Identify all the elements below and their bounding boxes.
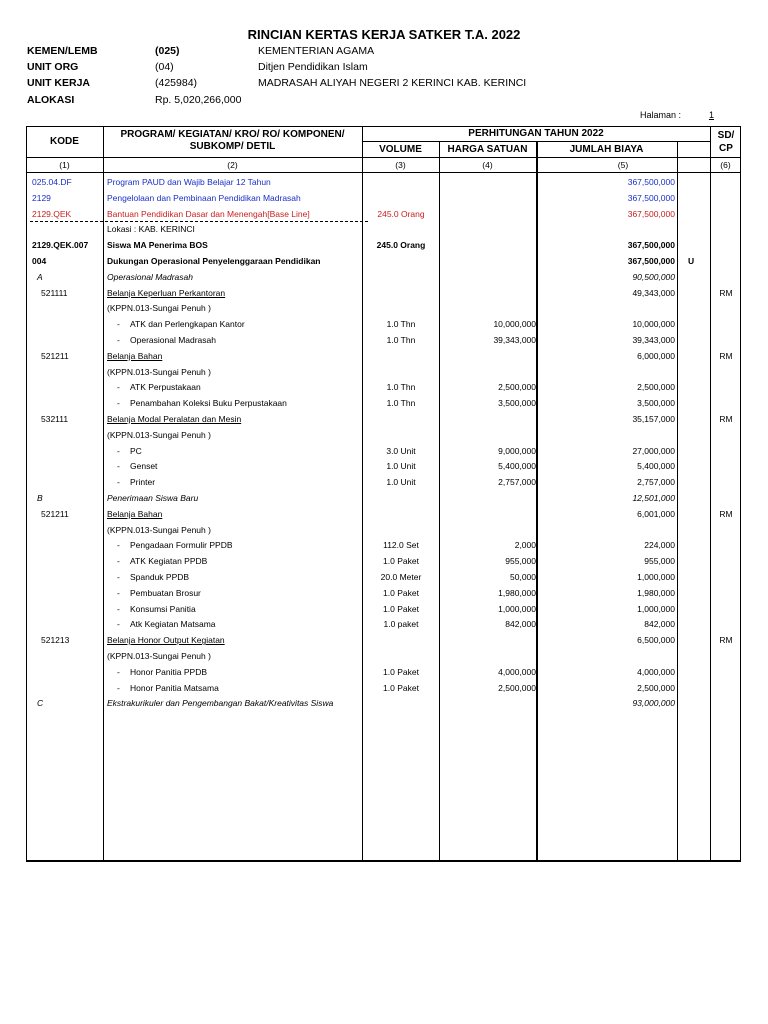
bullet-dash: - — [117, 335, 120, 345]
col-header-harga: HARGA SATUAN — [447, 144, 528, 155]
col-number: (3) — [395, 160, 406, 170]
col-header-kode: KODE — [50, 136, 79, 147]
row-sdcp: RM — [719, 635, 733, 646]
header-key: ALOKASI — [27, 94, 75, 106]
bullet-dash: - — [117, 398, 120, 409]
row-volume: 20.0 Meter — [380, 572, 422, 582]
bullet-dash: - — [117, 445, 120, 456]
table-row — [0, 635, 768, 650]
row-program: Belanja Keperluan Perkantoran — [107, 287, 226, 298]
header-code: (025) — [155, 45, 180, 57]
row-sdcp: RM — [719, 287, 733, 298]
row-program: Printer — [130, 477, 156, 488]
row-jumlah: 4,000,000 — [637, 666, 675, 677]
row-jumlah: 367,500,000 — [627, 192, 675, 203]
row-program: Penerimaan Siswa Baru — [107, 493, 199, 503]
row-volume: 1.0 Thn — [386, 398, 416, 409]
table-row — [0, 319, 768, 334]
row-divider — [26, 157, 741, 158]
row-harga: 2,500,000 — [498, 382, 536, 393]
row-sdcp: U — [688, 256, 695, 266]
header-value: Ditjen Pendidikan Islam — [258, 61, 368, 73]
row-program: (KPPN.013-Sungai Penuh ) — [107, 651, 211, 661]
col-number: (5) — [617, 160, 629, 170]
row-volume: 1.0 Thn — [386, 319, 416, 330]
table-bottom-line — [26, 860, 741, 862]
row-harga: 955,000 — [505, 556, 536, 567]
table-row — [0, 335, 768, 350]
row-volume: 1.0 Paket — [383, 587, 419, 598]
bullet-dash: - — [117, 603, 120, 614]
row-harga: 1,980,000 — [498, 587, 536, 598]
row-jumlah: 6,500,000 — [637, 635, 675, 646]
bullet-dash: - — [117, 682, 120, 693]
row-program: Atk Kegiatan Matsama — [130, 619, 216, 630]
table-row — [0, 604, 768, 619]
row-volume: 1.0 Paket — [383, 666, 419, 677]
row-jumlah: 12,501,000 — [632, 493, 675, 503]
bullet-dash: - — [117, 587, 120, 598]
bullet-dash: - — [117, 556, 120, 567]
row-program: (KPPN.013-Sungai Penuh ) — [107, 366, 211, 377]
row-harga: 842,000 — [505, 619, 536, 630]
row-jumlah: 6,001,000 — [637, 508, 675, 519]
row-program: Honor Panitia PPDB — [130, 666, 208, 677]
row-kode: 2129.QEK — [32, 208, 72, 219]
table-row — [0, 414, 768, 429]
row-kode: 025.04.DF — [32, 177, 72, 187]
row-jumlah: 1,980,000 — [637, 587, 675, 598]
col-number: (6) — [720, 160, 731, 170]
table-row — [0, 430, 768, 445]
bullet-dash: - — [117, 619, 120, 630]
row-sdcp: RM — [719, 414, 733, 424]
row-program: (KPPN.013-Sungai Penuh ) — [107, 524, 211, 535]
header-key: KEMEN/LEMB — [27, 45, 98, 57]
table-row — [0, 698, 768, 713]
row-jumlah: 367,500,000 — [627, 240, 675, 251]
col-header-jumlah: JUMLAH BIAYA — [569, 144, 644, 155]
row-jumlah: 49,343,000 — [632, 287, 675, 298]
row-jumlah: 5,400,000 — [637, 461, 675, 472]
row-harga: 2,757,000 — [498, 477, 536, 488]
row-program: Pengelolaan dan Pembinaan Pendidikan Madrasah — [107, 192, 301, 203]
row-program: Pengadaan Formulir PPDB — [130, 540, 233, 551]
row-kode: B — [37, 493, 43, 503]
row-jumlah: 367,500,000 — [627, 177, 675, 187]
table-row — [0, 240, 768, 255]
row-sdcp: RM — [719, 350, 733, 361]
table-row — [0, 351, 768, 366]
col-number: (1) — [59, 160, 70, 170]
row-program: ATK dan Perlengkapan Kantor — [130, 319, 245, 330]
row-divider — [362, 141, 710, 142]
row-program: Ekstrakurikuler dan Pengembangan Bakat/Kreativitas Siswa — [107, 698, 334, 709]
row-program: Pembuatan Brosur — [130, 587, 201, 598]
col-header-sdcp: SD/ CP — [717, 130, 735, 154]
header-value: MADRASAH ALIYAH NEGERI 2 KERINCI KAB. KERINCI — [258, 77, 527, 89]
table-row — [0, 382, 768, 397]
row-volume: 245.0 Orang — [377, 208, 425, 219]
row-program: Honor Panitia Matsama — [130, 682, 219, 693]
row-jumlah: 1,000,000 — [637, 603, 675, 614]
row-jumlah: 39,343,000 — [632, 335, 675, 345]
row-jumlah: 842,000 — [644, 619, 675, 630]
table-row — [0, 651, 768, 666]
row-volume: 3.0 Unit — [386, 445, 416, 456]
row-sdcp: RM — [719, 508, 733, 519]
row-volume: 1.0 Unit — [386, 477, 416, 488]
row-volume: 112.0 Set — [383, 540, 419, 551]
row-program: Belanja Modal Peralatan dan Mesin — [107, 414, 242, 424]
table-row — [0, 446, 768, 461]
row-kode: C — [37, 698, 44, 709]
header-code: Rp. 5,020,266,000 — [155, 94, 242, 106]
row-program: Belanja Honor Output Kegiatan — [107, 635, 225, 646]
page-number: 1 — [709, 110, 715, 120]
row-jumlah: 90,500,000 — [632, 271, 675, 282]
table-row — [0, 493, 768, 508]
table-row — [0, 224, 768, 239]
table-row — [0, 288, 768, 303]
table-row — [0, 367, 768, 382]
row-jumlah: 93,000,000 — [632, 698, 675, 709]
row-jumlah: 35,157,000 — [632, 414, 675, 424]
row-volume: 1.0 Unit — [386, 461, 416, 472]
table-row — [0, 572, 768, 587]
header-value: KEMENTERIAN AGAMA — [258, 45, 375, 57]
row-kode: 532111 — [41, 414, 69, 424]
row-harga: 39,343,000 — [493, 335, 536, 345]
table-row — [0, 256, 768, 271]
bullet-dash: - — [117, 666, 120, 677]
table-row — [0, 525, 768, 540]
row-program: Belanja Bahan — [107, 508, 163, 519]
page-label: Halaman : — [640, 110, 682, 120]
row-harga: 5,400,000 — [498, 461, 536, 472]
row-harga: 2,000 — [514, 540, 536, 551]
header-key: UNIT KERJA — [27, 77, 91, 89]
bullet-dash: - — [117, 540, 120, 551]
bullet-dash: - — [117, 572, 120, 582]
row-jumlah: 1,000,000 — [637, 572, 675, 582]
row-program: Spanduk PPDB — [130, 572, 190, 582]
table-row — [0, 588, 768, 603]
header-code: (04) — [155, 61, 174, 73]
table-row — [0, 193, 768, 208]
row-program: Lokasi : KAB. KERINCI — [107, 224, 195, 235]
row-kode: A — [37, 271, 43, 282]
row-program: Belanja Bahan — [107, 350, 163, 361]
row-harga: 10,000,000 — [493, 319, 536, 330]
bullet-dash: - — [117, 477, 120, 488]
row-kode: 521111 — [41, 287, 68, 298]
row-program: Penambahan Koleksi Buku Perpustakaan — [130, 398, 287, 409]
table-row — [0, 209, 768, 224]
table-row — [0, 540, 768, 555]
header-code: (425984) — [155, 77, 198, 89]
row-program: Konsumsi Panitia — [130, 603, 196, 614]
col-number: (4) — [482, 160, 493, 170]
row-harga: 50,000 — [510, 572, 536, 582]
row-kode: 521213 — [41, 635, 70, 646]
col-header-perhitungan: PERHITUNGAN TAHUN 2022 — [468, 128, 604, 139]
document-title: RINCIAN KERTAS KERJA SATKER T.A. 2022 — [247, 27, 521, 42]
row-harga: 2,500,000 — [498, 682, 536, 693]
row-volume: 1.0 Thn — [386, 335, 416, 345]
table-row — [0, 461, 768, 476]
table-row — [0, 556, 768, 571]
row-jumlah: 27,000,000 — [632, 445, 675, 456]
row-harga: 3,500,000 — [498, 398, 536, 409]
col-header-program: PROGRAM/ KEGIATAN/ KRO/ RO/ KOMPONEN/ SUBKOMP/ DETIL — [120, 129, 345, 152]
table-row — [0, 272, 768, 287]
row-volume: 1.0 Paket — [383, 603, 419, 614]
row-jumlah: 367,500,000 — [627, 256, 675, 266]
row-volume: 1.0 Thn — [386, 382, 416, 393]
table-row — [0, 683, 768, 698]
row-volume: 245.0 Orang — [376, 240, 426, 251]
row-program: Operasional Madrasah — [130, 335, 216, 345]
table-row — [0, 619, 768, 634]
row-harga: 9,000,000 — [498, 445, 536, 456]
row-jumlah: 2,500,000 — [637, 382, 675, 393]
row-jumlah: 10,000,000 — [632, 319, 675, 330]
row-kode: 2129.QEK.007 — [32, 240, 89, 251]
row-kode: 2129 — [32, 192, 51, 203]
col-header-volume: VOLUME — [379, 144, 422, 155]
row-harga: 4,000,000 — [498, 666, 536, 677]
row-jumlah: 2,500,000 — [637, 682, 675, 693]
row-program: Bantuan Pendidikan Dasar dan Menengah[Base Line] — [107, 208, 310, 219]
row-harga: 1,000,000 — [498, 603, 536, 614]
table-row — [0, 303, 768, 318]
row-program: ATK Perpustakaan — [130, 382, 201, 393]
row-jumlah: 2,757,000 — [637, 477, 675, 488]
row-program: Genset — [130, 461, 158, 472]
row-kode: 521211 — [41, 508, 69, 519]
row-program: (KPPN.013-Sungai Penuh ) — [107, 429, 211, 440]
row-program: Dukungan Operasional Penyelenggaraan Pendidikan — [107, 256, 321, 266]
header-key: UNIT ORG — [27, 61, 79, 73]
row-program: Operasional Madrasah — [107, 271, 193, 282]
bullet-dash: - — [117, 382, 120, 393]
row-divider — [26, 172, 741, 173]
table-row — [0, 477, 768, 492]
row-program: ATK Kegiatan PPDB — [130, 556, 208, 567]
col-number: (2) — [227, 160, 238, 170]
row-jumlah: 955,000 — [644, 556, 675, 567]
row-kode: 004 — [32, 256, 47, 266]
row-volume: 1.0 Paket — [383, 682, 419, 693]
table-row — [0, 667, 768, 682]
row-volume: 1.0 Paket — [383, 556, 419, 567]
row-volume: 1.0 paket — [383, 619, 419, 630]
table-row — [0, 177, 768, 192]
row-program: (KPPN.013-Sungai Penuh ) — [107, 303, 211, 314]
bullet-dash: - — [117, 461, 120, 472]
table-row — [0, 398, 768, 413]
row-program: Program PAUD dan Wajib Belajar 12 Tahun — [107, 177, 271, 187]
table-row — [0, 509, 768, 524]
row-kode: 521211 — [41, 350, 69, 361]
row-jumlah: 3,500,000 — [637, 398, 675, 409]
row-jumlah: 6,000,000 — [637, 350, 675, 361]
row-jumlah: 224,000 — [644, 540, 675, 551]
row-program: Siswa MA Penerima BOS — [107, 240, 208, 251]
row-program: PC — [130, 445, 142, 456]
row-jumlah: 367,500,000 — [627, 208, 675, 219]
bullet-dash: - — [117, 319, 120, 330]
